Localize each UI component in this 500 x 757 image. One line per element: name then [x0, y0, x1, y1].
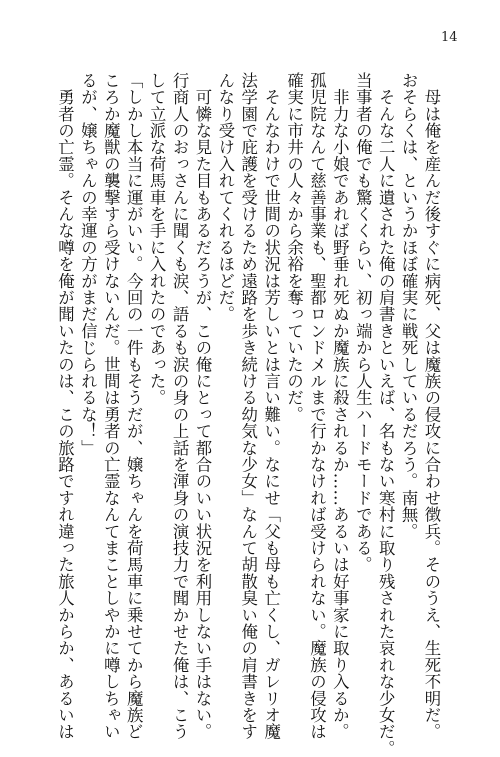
text-line: 行商人のおっさんに聞くも涙、語るも涙の身の上話を渾身の演技力で聞かせた俺は、こう: [170, 72, 190, 740]
text-line: して立派な荷馬車を手に入れたのであった。: [147, 72, 167, 406]
text-line: 勇者の亡霊。そんな噂を俺が聞いたのは、この旅路ですれ違った旅人からか、あるいは: [55, 72, 75, 740]
text-line: ころか魔獣の襲撃すら受けないんだ。世間は勇者の亡霊なんてまことしやかに噂しちゃい: [101, 72, 121, 740]
text-line: んなり受け入れてくれるほどだ。: [215, 72, 235, 323]
text-line: 非力な小娘であれば野垂れ死ぬか魔族に殺されるか……あるいは好事家に取り入るか。: [330, 72, 350, 740]
text-line: 可憐な見た目もあるだろうが、この俺にとって都合のいい状況を利用しない手はない。: [192, 72, 212, 740]
text-line: 法学園で庇護を受けるため遠路を歩き続ける幼気な少女」なんて胡散臭い俺の肩書きをす: [238, 72, 258, 740]
text-line: 孤児院なんて慈善事業も、聖都ロンドメルまで行かなければ受けられない。魔族の侵攻は: [307, 72, 327, 740]
text-line: そんなわけで世間の状況は芳しいとは言い難い。なにせ「父も母も亡くし、ガレリオ魔: [261, 72, 281, 740]
body-text: [42, 72, 442, 757]
text-line: 「しかし本当に運がいい。今回の一件もそうだが、嬢ちゃんを荷馬車に乗せてから魔族ど: [124, 72, 144, 740]
text-line: 当事者の俺でも驚くくらい、初っ端から人生ハードモードである。: [353, 72, 373, 573]
text-line: 母は俺を産んだ後すぐに病死、父は魔族の侵攻に合わせ徴兵。そのうえ、生死不明だ。: [422, 72, 441, 740]
page-number: 14: [441, 30, 458, 45]
text-line: おそらくは、というかほぼ確実に戦死しているだろう。南無。: [399, 72, 419, 540]
text-line: るが、嬢ちゃんの幸運の方がまだ信じられるな！」: [78, 72, 98, 457]
text-line: 確実に市井の人々から余裕を奪っていたのだ。: [284, 72, 304, 423]
text-line: そんな二人に遺された俺の肩書きといえば、名もない寒村に取り残された哀れな少女だ。: [376, 72, 396, 757]
